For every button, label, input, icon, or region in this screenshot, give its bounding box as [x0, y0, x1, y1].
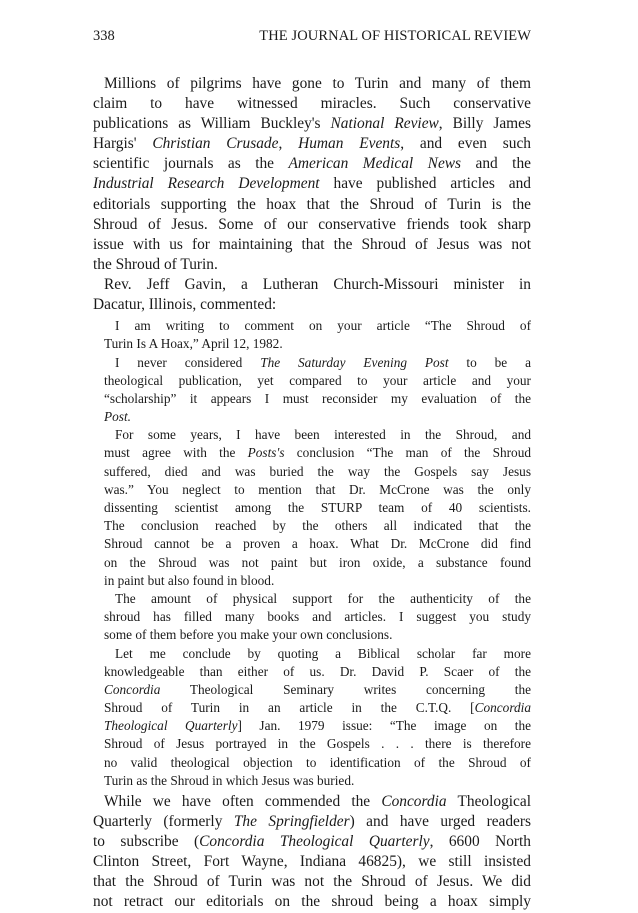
quote-line: on the Shroud was not paint but iron oxide, a substance found — [104, 554, 531, 570]
quote-line: theological publication, yet compared to your article and your — [104, 372, 531, 388]
quote-line: was.” You neglect to mention that Dr. McCrone was the only — [104, 481, 531, 497]
quote-line: “scholarship” it appears I must reconsider my evaluation of the — [104, 390, 531, 406]
quote-line: Shroud cannot be a proven a hoax. What Dr. McCrone did find — [104, 536, 531, 552]
text-line: Hargis' Christian Crusade, Human Events, and even such — [93, 135, 531, 153]
text-line: claim to have witnessed miracles. Such conservative — [93, 95, 531, 113]
text-line: issue with us for maintaining that the Shroud of Jesus was not — [93, 235, 531, 253]
quote-line: The conclusion reached by the others all indicated that the — [104, 518, 531, 534]
quote-line: I am writing to comment on your article “The Shroud of — [115, 318, 531, 334]
quote-line: Turin as the Shroud in which Jesus was buried. — [104, 772, 355, 788]
quote-line: Shroud of Jesus portrayed in the Gospels . . . there is therefore — [104, 736, 531, 752]
text-line: that the Shroud of Turin was not the Shroud of Jesus. We did — [93, 873, 531, 891]
quote-line: Turin Is A Hoax,” April 12, 1982. — [104, 336, 283, 352]
quote-line: dissenting scientist among the STURP team of 40 scientists. — [104, 500, 531, 515]
paragraph-1 — [93, 74, 531, 275]
page-header — [93, 26, 531, 46]
quote-line: Theological Quarterly] Jan. 1979 issue: “The image on the — [104, 718, 531, 734]
text-line: While we have often commended the Concordia Theological — [104, 793, 531, 810]
quote-line: knowledgeable than either of us. Dr. David P. Scaer of the — [104, 663, 531, 679]
quote-line: shroud has filled many books and articles. I suggest you study — [104, 609, 531, 625]
quote-line: Shroud of Turin in an article in the C.T.Q. [Concordia — [104, 700, 531, 716]
text-line: Millions of pilgrims have gone to Turin and many of them — [104, 75, 531, 92]
text-line: publications as William Buckley's National Review, Billy James — [93, 115, 531, 133]
text-line: Dacatur, Illinois, commented: — [93, 296, 277, 314]
text-line: Rev. Jeff Gavin, a Lutheran Church-Missouri minister in — [104, 275, 531, 293]
text-line: editorials supporting the hoax that the Shroud of Turin is the — [93, 195, 531, 213]
text-line: Shroud of Jesus. Some of our conservative friends took sharp — [93, 215, 531, 233]
text-line: scientific journals as the American Medical News and the — [93, 155, 531, 173]
text-line: to subscribe (Concordia Theological Quarterly, 6600 North — [93, 833, 531, 851]
text-line: Quarterly (formerly The Springfielder) and have urged readers — [93, 813, 531, 831]
quote-line: no valid theological objection to identification of the Shroud of — [104, 754, 531, 770]
quote-line: must agree with the Posts's conclusion “The man of the Shroud — [104, 445, 531, 461]
quote-line: Post. — [104, 409, 131, 425]
text-line: the Shroud of Turin. — [93, 255, 218, 273]
quote-line: For some years, I have been interested in the Shroud, and — [115, 427, 531, 443]
block-quote — [104, 315, 531, 792]
article-body — [93, 74, 531, 913]
quote-line: some of them before you make your own conclusions. — [104, 627, 393, 643]
running-title: THE JOURNAL OF HISTORICAL REVIEW — [259, 28, 531, 44]
paragraph-3 — [93, 792, 531, 913]
text-line: Industrial Research Development have published articles and — [93, 175, 531, 193]
quote-line: The amount of physical support for the authenticity of the — [115, 590, 531, 606]
page-number: 338 — [93, 28, 115, 44]
text-line: Clinton Street, Fort Wayne, Indiana 46825), we still insisted — [93, 853, 531, 871]
quote-line: suffered, died and was buried the way the Gospels say Jesus — [104, 463, 531, 479]
quote-line: Let me conclude by quoting a Biblical scholar far more — [115, 645, 531, 661]
quote-line: Concordia Theological Seminary writes concerning the — [104, 681, 531, 697]
text-line: not retract our editorials on the shroud being a hoax simply — [93, 893, 531, 911]
quote-line: in paint but also found in blood. — [104, 572, 275, 588]
paragraph-2 — [93, 275, 531, 315]
quote-line: I never considered The Saturday Evening Post to be a — [115, 354, 531, 370]
